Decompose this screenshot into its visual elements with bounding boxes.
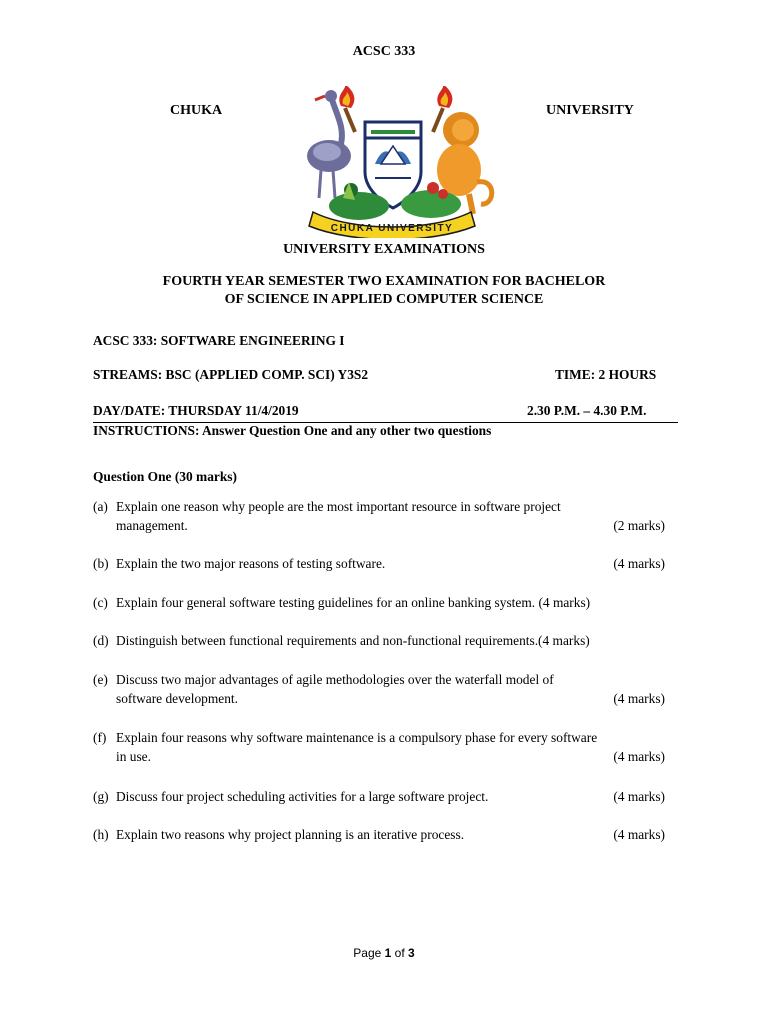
question-label: (a) [93,499,108,514]
exam-hours: 2.30 P.M. – 4.30 P.M. [527,403,647,418]
question-label: (c) [93,595,108,610]
question-marks: (4 marks) [613,691,665,706]
question-text: Discuss four project scheduling activities for a large software project. [116,789,489,804]
instructions: INSTRUCTIONS: Answer Question One and any other two questions [93,423,492,438]
footer-page-word: Page [353,946,382,960]
question-marks: (4 marks) [613,749,665,764]
question-text-continued: in use. [116,749,151,764]
header-word-university: UNIVERSITY [546,103,634,118]
question-text: Explain one reason why people are the most important resource in software project [116,499,561,514]
question-marks: (4 marks) [613,827,665,842]
footer-page-total: 3 [408,946,415,960]
question-text: Distinguish between functional requirements and non-functional requirements.(4 marks) [116,633,590,648]
page-footer [0,946,768,960]
exam-description-line1: FOURTH YEAR SEMESTER TWO EXAMINATION FOR BACHELOR [162,274,606,289]
question-marks: (4 marks) [613,556,665,571]
question-text: Explain four reasons why software maintenance is a compulsory phase for every software [116,730,598,745]
time-allowed: TIME: 2 HOURS [555,367,657,382]
university-crest-logo [283,86,501,238]
question-text-continued: software development. [116,691,238,706]
footer-page-number: 1 [384,946,392,960]
exam-date: DAY/DATE: THURSDAY 11/4/2019 [93,403,299,418]
question-text: Discuss two major advantages of agile methodologies over the waterfall model of [116,672,554,687]
question-label: (g) [93,789,109,804]
question-label: (h) [93,827,109,842]
question-text-continued: management. [116,518,188,533]
question-marks: (4 marks) [613,789,665,804]
course-title: ACSC 333: SOFTWARE ENGINEERING I [93,333,345,348]
course-code-header: ACSC 333 [352,44,416,59]
question-label: (e) [93,672,108,687]
header-word-chuka: CHUKA [170,103,223,118]
question-label: (d) [93,633,109,648]
exam-description-line2: OF SCIENCE IN APPLIED COMPUTER SCIENCE [224,292,544,307]
question-marks: (2 marks) [613,518,665,533]
footer-of-word: of [394,946,405,960]
question-label: (f) [93,730,107,745]
crest-ribbon-text: CHUKA UNIVERSITY [330,223,454,234]
exam-title: UNIVERSITY EXAMINATIONS [283,242,485,257]
question-one-heading: Question One (30 marks) [93,469,237,484]
question-text: Explain the two major reasons of testing software. [116,556,386,571]
question-text: Explain four general software testing guidelines for an online banking system. (4 marks) [116,595,591,610]
question-label: (b) [93,556,109,571]
streams-info: STREAMS: BSC (APPLIED COMP. SCI) Y3S2 [93,367,369,382]
question-text: Explain two reasons why project planning is an iterative process. [116,827,465,842]
